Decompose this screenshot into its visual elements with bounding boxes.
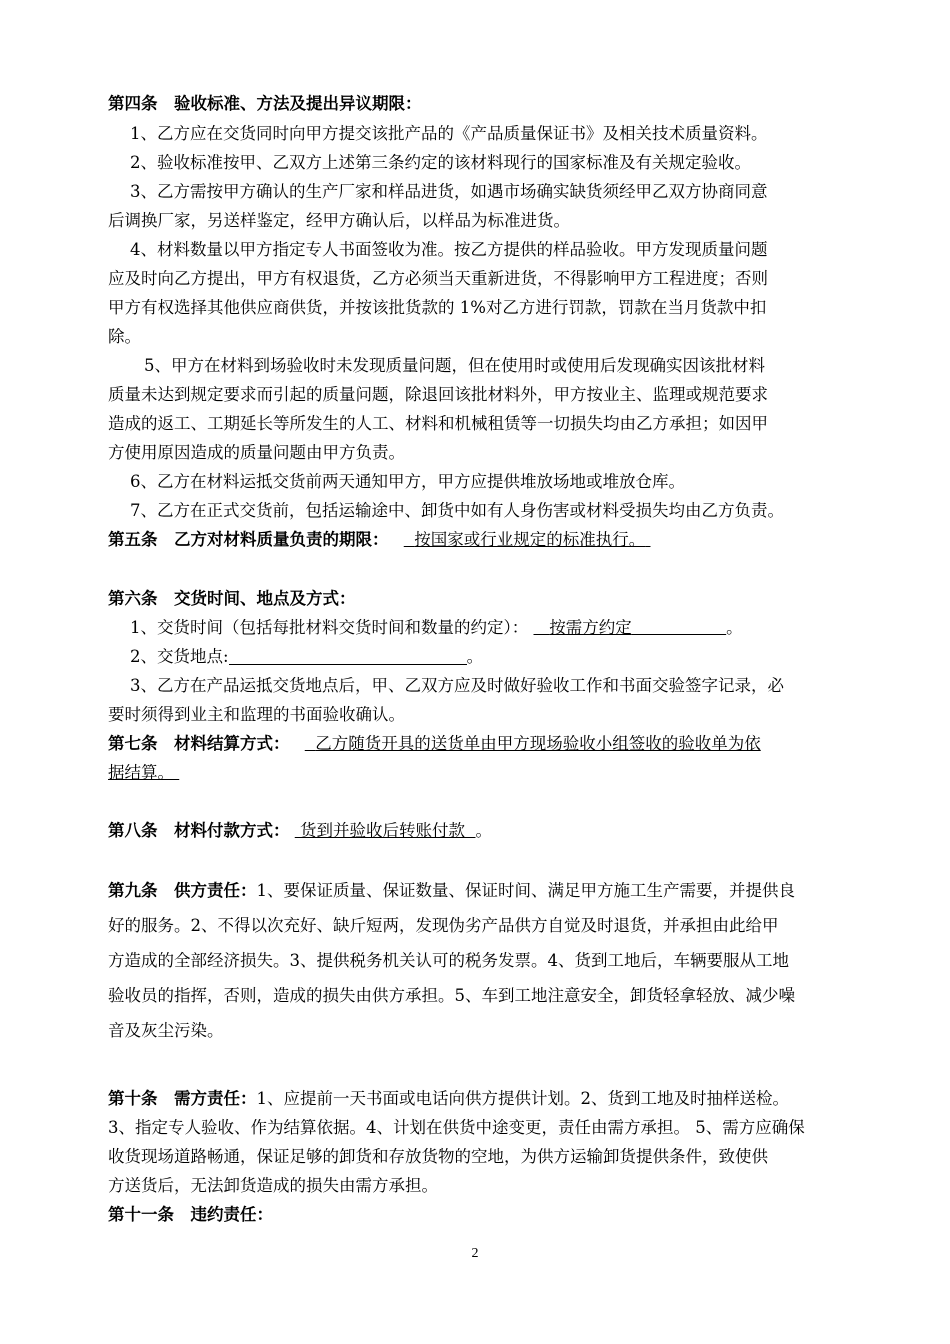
- delivery-time-value: [534, 618, 727, 637]
- article-6-item-3-line-2: 要时须得到业主和监理的书面验收确认。: [108, 705, 405, 724]
- article-4-item-4-line-2: 应及时向乙方提出，甲方有权退货，乙方必须当天重新进货，不得影响甲方工程进度；否则: [108, 269, 768, 288]
- article-6-item-3-line-1: 3、乙方在产品运抵交货地点后，甲、乙双方应及时做好验收工作和书面交验签字记录，必: [130, 676, 784, 695]
- article-4-item-3-line-1: 3、乙方需按甲方确认的生产厂家和样品进货，如遇市场确实缺货须经甲乙双方协商同意: [130, 182, 768, 201]
- article-7-title: 第七条 材料结算方式：: [108, 734, 290, 753]
- article-9-line-4: 验收员的指挥，否则，造成的损失由供方承担。5、车到工地注意安全，卸货轻拿轻放、减少噪: [108, 986, 795, 1005]
- delivery-time-end: 。: [726, 618, 743, 637]
- delivery-place-end: 。: [466, 647, 484, 666]
- article-5-value: [404, 530, 651, 549]
- article-8-row: [108, 819, 492, 843]
- article-9-line-2: 好的服务。2、不得以次充好、缺斤短两，发现伪劣产品供方自觉及时退货，并承担由此给甲: [108, 916, 779, 935]
- delivery-place-blank: [229, 648, 467, 665]
- article-4-item-5-line-1: 5、甲方在材料到场验收时未发现质量问题，但在使用时或使用后发现确实因该批材料: [144, 356, 765, 375]
- article-4-item-5-line-3: 造成的返工、工期延长等所发生的人工、材料和机械租赁等一切损失均由乙方承担；如因甲: [108, 414, 768, 433]
- article-10-line-4: 方送货后，无法卸货造成的损失由需方承担。: [108, 1176, 438, 1195]
- article-4-title: 第四条 验收标准、方法及提出异议期限：: [108, 94, 422, 113]
- article-6-title: 第六条 交货时间、地点及方式：: [108, 589, 356, 608]
- article-8-title: 第八条 材料付款方式：: [108, 821, 290, 840]
- article-9-line-3: 方造成的全部经济损失。3、提供税务机关认可的税务发票。4、货到工地后，车辆要服从工地: [108, 951, 789, 970]
- article-4-item-2: 2、验收标准按甲、乙双方上述第三条约定的该材料现行的国家标准及有关规定验收。: [130, 153, 751, 172]
- delivery-time-value-text: 按需方约定: [549, 618, 632, 637]
- article-4-item-4-line-4: 除。: [108, 327, 141, 346]
- article-10-title: 第十条 需方责任：: [108, 1089, 257, 1108]
- article-5-row: [108, 528, 651, 552]
- article-8-value-text: 货到并验收后转账付款: [300, 821, 465, 840]
- article-7-value-line-2: [108, 761, 179, 785]
- page-number: 2: [471, 1246, 479, 1261]
- article-10-line-1: [108, 1087, 789, 1111]
- article-5-value-text: 按国家或行业规定的标准执行。: [414, 530, 646, 549]
- article-4-item-4-line-3: 甲方有权选择其他供应商供货，并按该批货款的 1%对乙方进行罚款，罚款在当月货款中扣: [108, 298, 767, 317]
- delivery-place-label: 2、交货地点:: [130, 647, 229, 666]
- article-4-item-5-line-2: 质量未达到规定要求而引起的质量问题，除退回该批材料外，甲方按业主、监理或规范要求: [108, 385, 768, 404]
- article-7-value: [305, 734, 761, 753]
- article-7-value-text-2: 据结算。: [108, 763, 174, 782]
- article-9-line-1: [108, 879, 795, 903]
- article-8-value: [295, 821, 476, 840]
- article-11-title: 第十一条 违约责任：: [108, 1205, 273, 1224]
- article-10-text-1: 1、应提前一天书面或电话向供方提供计划。2、货到工地及时抽样送检。: [256, 1089, 789, 1108]
- article-7-row: [108, 732, 761, 756]
- article-9-line-5: 音及灰尘污染。: [108, 1021, 224, 1040]
- article-9-text-1: 1、要保证质量、保证数量、保证时间、满足甲方施工生产需要，并提供良: [256, 881, 795, 900]
- article-4-item-1: 1、乙方应在交货同时向甲方提交该批产品的《产品质量保证书》及相关技术质量资料。: [130, 124, 768, 143]
- article-10-line-2: 3、指定专人验收、作为结算依据。4、计划在供货中途变更，责任由需方承担。 5、需方应确保: [108, 1118, 805, 1137]
- article-9-title: 第九条 供方责任：: [108, 881, 257, 900]
- article-4-item-6: 6、乙方在材料运抵交货前两天通知甲方，甲方应提供堆放场地或堆放仓库。: [130, 472, 685, 491]
- article-6-item-1: [130, 616, 743, 640]
- article-4-item-7: 7、乙方在正式交货前，包括运输途中、卸货中如有人身伤害或材料受损失均由乙方负责。: [130, 501, 784, 520]
- article-5-title: 第五条 乙方对材料质量负责的期限：: [108, 530, 389, 549]
- article-4-item-4-line-1: 4、材料数量以甲方指定专人书面签收为准。按乙方提供的样品验收。甲方发现质量问题: [130, 240, 768, 259]
- article-4-item-3-line-2: 后调换厂家，另送样鉴定，经甲方确认后，以样品为标准进货。: [108, 211, 570, 230]
- delivery-time-label: 1、交货时间（包括每批材料交货时间和数量的约定）：: [130, 618, 529, 637]
- article-4-item-5-line-4: 方使用原因造成的质量问题由甲方负责。: [108, 443, 405, 462]
- article-10-line-3: 收货现场道路畅通，保证足够的卸货和存放货物的空地，为供方运输卸货提供条件，致使供: [108, 1147, 768, 1166]
- article-6-item-2: [130, 645, 483, 669]
- article-7-value-text: 乙方随货开具的送货单由甲方现场验收小组签收的验收单为依: [315, 734, 761, 753]
- article-8-end: 。: [475, 821, 492, 840]
